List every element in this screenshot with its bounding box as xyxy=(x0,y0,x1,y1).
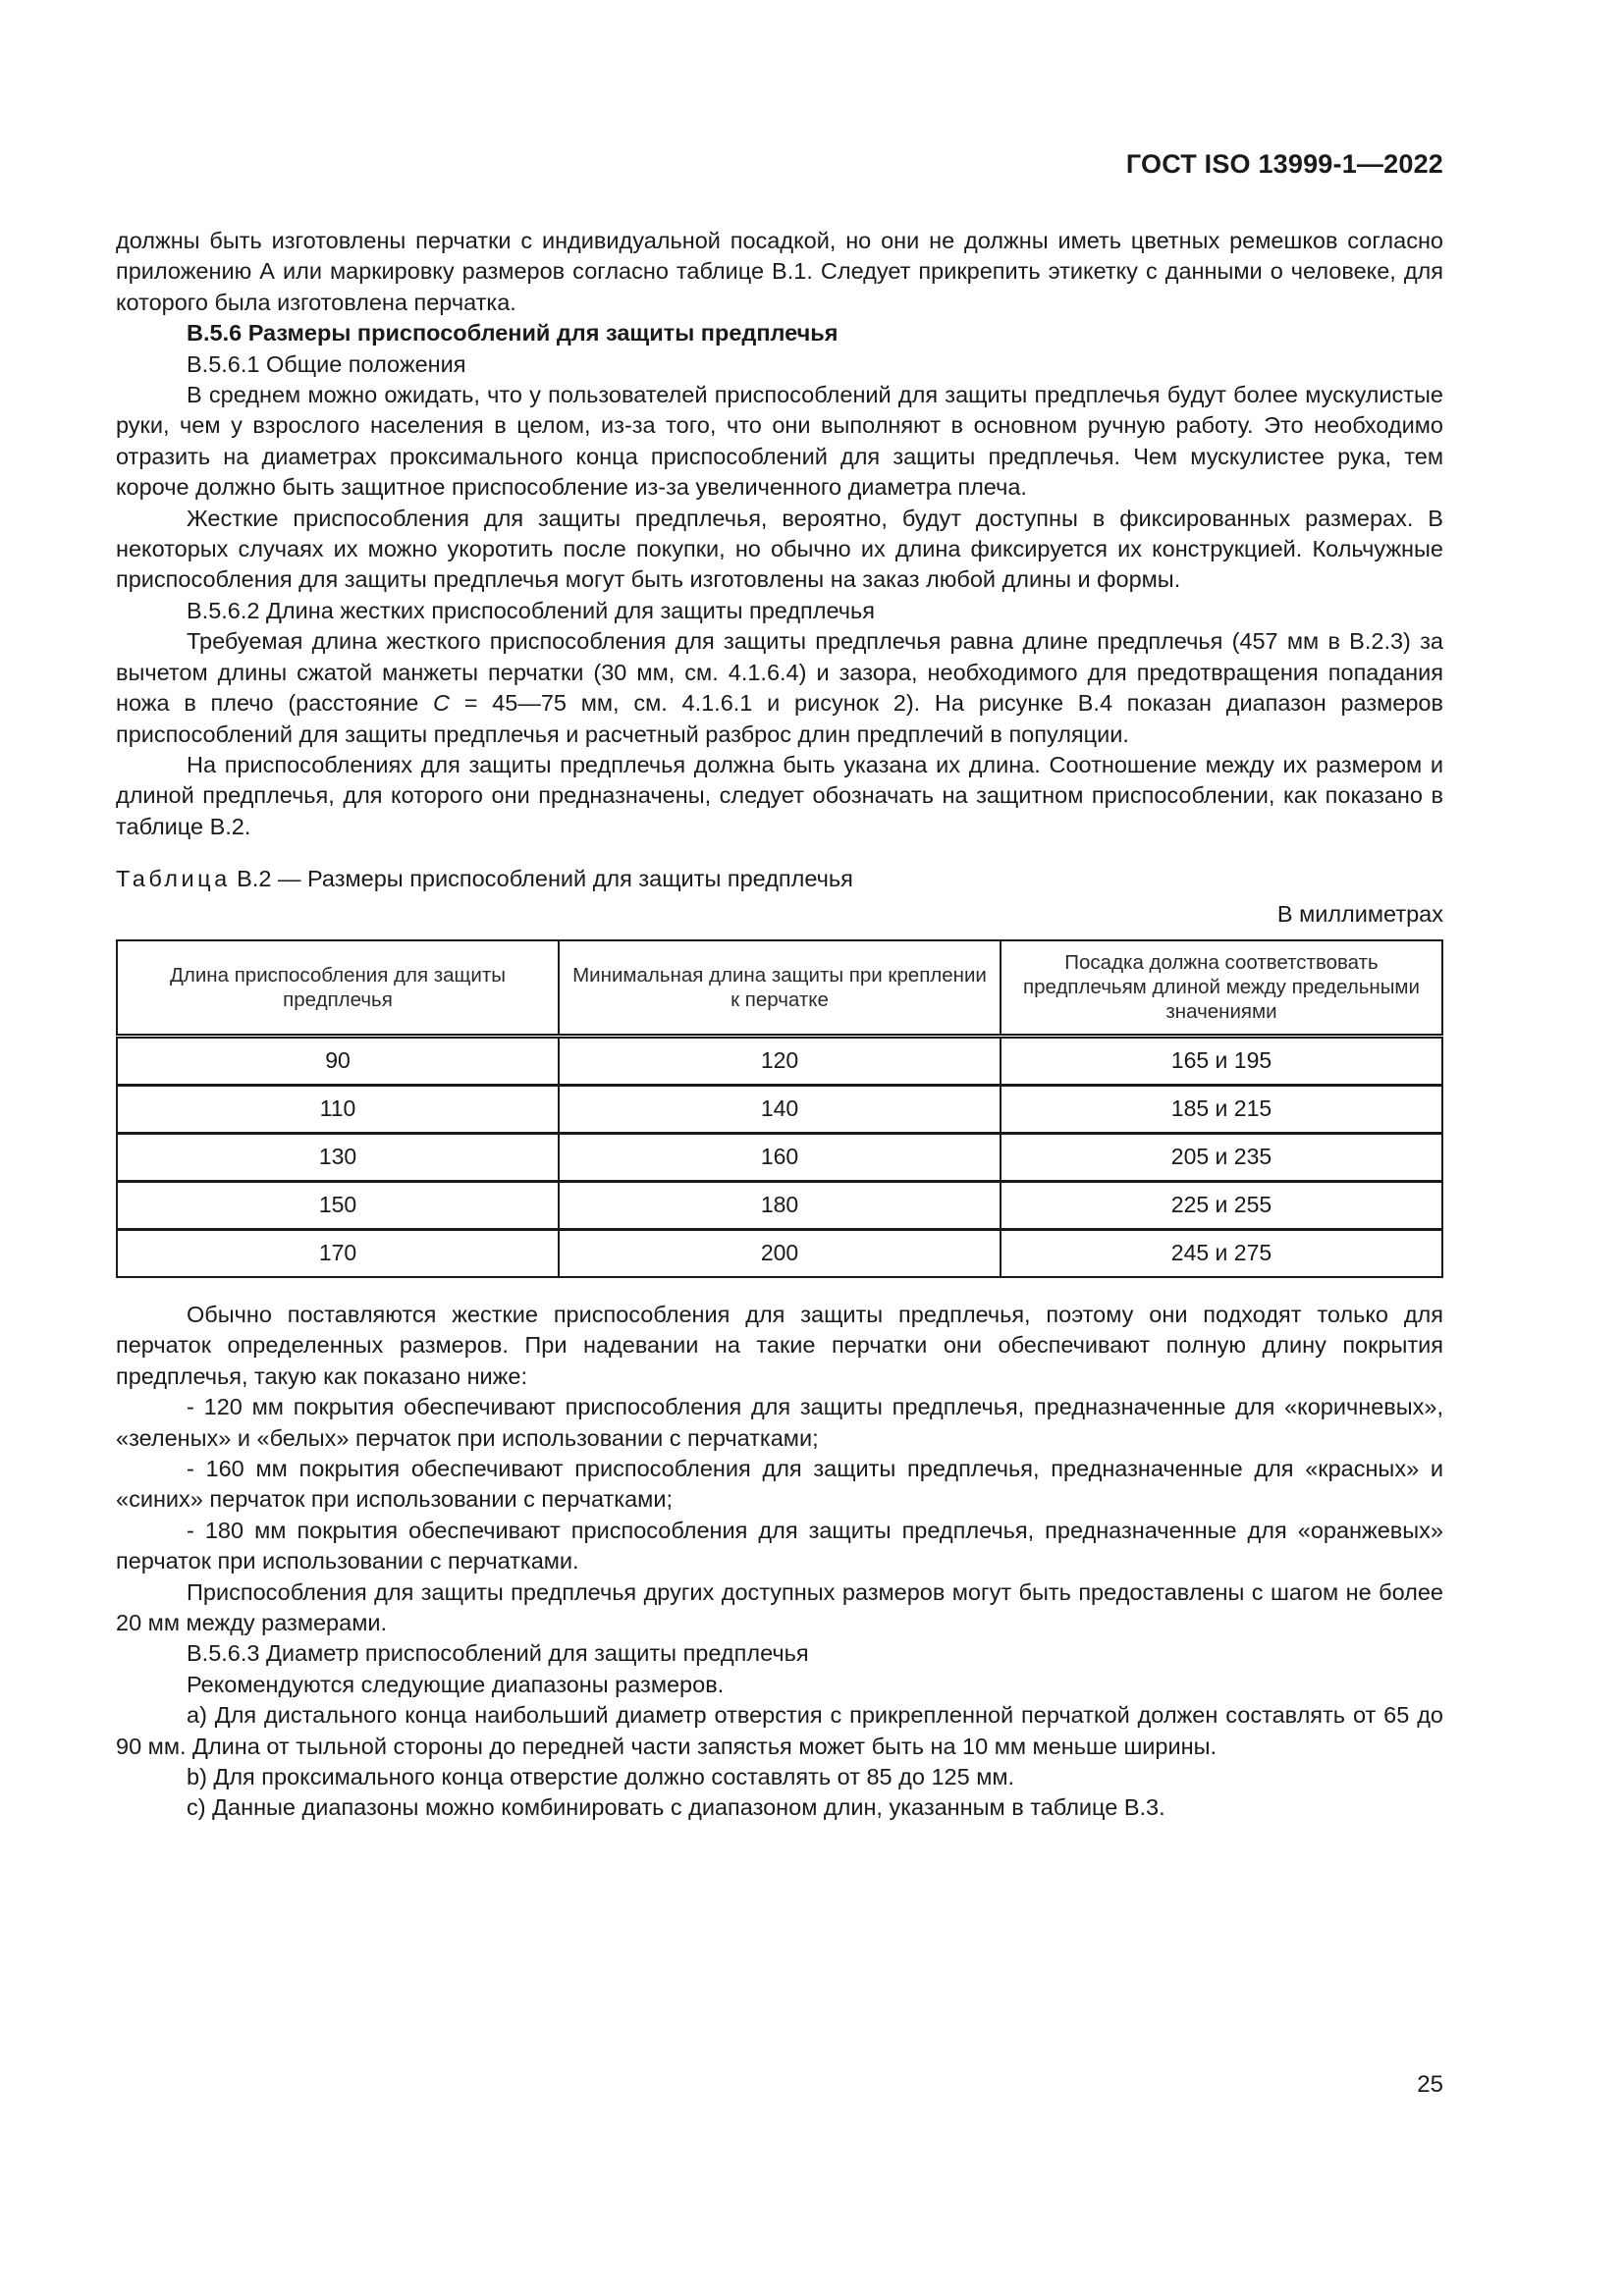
section-heading-b56: В.5.6 Размеры приспособлений для защиты предплечья xyxy=(187,320,839,347)
paragraph-recommended-ranges: Рекомендуются следующие диапазоны размеров. xyxy=(187,1671,725,1697)
table-row xyxy=(117,1229,1442,1277)
range-item-c-combine: c) Данные диапазоны можно комбинировать с диапазоном длин, указанным в таблице В.3. xyxy=(187,1794,1165,1821)
column-header-fit-range: Посадка должна соответствовать предплечьям длиной между предельными значениями xyxy=(1001,940,1442,1037)
table-row xyxy=(117,1181,1442,1229)
table-cell: 150 xyxy=(117,1181,559,1229)
coverage-list-item-160: - 160 мм покрытия обеспечивают приспособления для защиты предплечья, предназначенные для «красных» и «синих» перчаток при использовании с перчатками; xyxy=(116,1455,1443,1513)
table-cell: 140 xyxy=(559,1085,1001,1133)
forearm-guard-sizes-table xyxy=(116,939,1443,1278)
table-cell: 165 и 195 xyxy=(1001,1036,1442,1085)
subsection-heading-b562: В.5.6.2 Длина жестких приспособлений для защиты предплечья xyxy=(187,597,875,623)
variable-c: C xyxy=(433,690,450,717)
table-cell: 90 xyxy=(117,1036,559,1085)
column-header-guard-length: Длина приспособления для защиты предплечья xyxy=(117,940,559,1037)
table-cell: 110 xyxy=(117,1085,559,1133)
coverage-list-item-180: - 180 мм покрытия обеспечивают приспособления для защиты предплечья, предназначенные для «оранжевых» перчаток при использовании с перчатками. xyxy=(116,1517,1443,1575)
table-cell: 200 xyxy=(559,1229,1001,1277)
table-caption xyxy=(116,864,1443,894)
table-units: В миллиметрах xyxy=(1276,900,1443,927)
document-code-header: ГОСТ ISO 13999-1—2022 xyxy=(1125,149,1443,179)
document-page xyxy=(116,0,1443,2296)
paragraph-required-length xyxy=(116,626,1443,750)
table-header-row xyxy=(117,940,1442,1037)
subsection-heading-b561: В.5.6.1 Общие положения xyxy=(187,350,466,377)
subsection-heading-b563: В.5.6.3 Диаметр приспособлений для защиты предплечья xyxy=(187,1640,809,1667)
coverage-list-item-120: - 120 мм покрытия обеспечивают приспособления для защиты предплечья, предназначенные для «коричневых», «зеленых» и «белых» перчаток при использовании с перчатками; xyxy=(116,1394,1443,1451)
table-cell: 130 xyxy=(117,1133,559,1181)
range-item-b-proximal: b) Для проксимального конца отверстие должно составлять от 85 до 125 мм. xyxy=(187,1764,1015,1790)
body-text xyxy=(116,226,1443,1824)
table-row xyxy=(117,1133,1442,1181)
table-cell: 225 и 255 xyxy=(1001,1181,1442,1229)
paragraph-supplied-guards: Обычно поставляются жесткие приспособления для защиты предплечья, поэтому они подходят только для перчаток определенных размеров. При надевании на такие перчатки они обеспечивают полную длину покрытия предплечья, такую как показано ниже: xyxy=(116,1301,1443,1389)
paragraph-required-length-part-a: Требуемая длина жесткого приспособления для защиты предплечья равна длине предплечья (457 мм в В.2.3) за вычетом длины сжатой манжеты перчатки (30 мм, см. 4.1.6.4) и зазора, необходимого для предотвращения попадания ножа в плечо (расстояние xyxy=(116,628,1443,717)
table-cell: 180 xyxy=(559,1181,1001,1229)
table-cell: 170 xyxy=(117,1229,559,1277)
range-item-a-distal: а) Для дистального конца наибольший диаметр отверстия с прикрепленной перчаткой должен составлять от 65 до 90 мм. Длина от тыльной стороны до передней части запястья может быть на 10 мм меньше ширины. xyxy=(116,1702,1443,1759)
table-row xyxy=(117,1085,1442,1133)
table-cell: 185 и 215 xyxy=(1001,1085,1442,1133)
table-cell: 245 и 275 xyxy=(1001,1229,1442,1277)
page-number: 25 xyxy=(1417,2071,1443,2098)
paragraph-rigid-guards: Жесткие приспособления для защиты предплечья, вероятно, будут доступны в фиксированных размерах. В некоторых случаях их можно укоротить после покупки, но обычно их длина фиксируется их конструкцией. Кольчужные приспособления для защиты предплечья могут быть изготовлены на заказ любой длины и формы. xyxy=(116,505,1443,593)
paragraph-continuation: должны быть изготовлены перчатки с индивидуальной посадкой, но они не должны иметь цветных ремешков согласно приложению А или маркировку размеров согласно таблице В.1. Следует прикрепить этикетку с данными о человеке, для которого была изготовлена перчатка. xyxy=(116,228,1443,315)
table-cell: 205 и 235 xyxy=(1001,1133,1442,1181)
column-header-min-protection: Минимальная длина защиты при креплении к перчатке xyxy=(559,940,1001,1037)
paragraph-muscular-arms: В среднем можно ожидать, что у пользователей приспособлений для защиты предплечья будут более мускулистые руки, чем у взрослого населения в целом, из-за того, что они выполняют в основном ручную работу. Это необходимо отразить на диаметрах проксимального конца приспособлений для защиты предплечья. Чем мускулистее рука, тем короче должно быть защитное приспособление из-за увеличенного диаметра плеча. xyxy=(116,382,1443,501)
paragraph-required-length-part-b: = 45—75 мм, см. 4.1.6.1 и рисунок 2). На рисунке В.4 показан диапазон размеров приспособлений для защиты предплечья и расчетный разброс длин предплечий в популяции. xyxy=(116,690,1443,747)
table-row xyxy=(117,1036,1442,1085)
paragraph-marking: На приспособлениях для защиты предплечья должна быть указана их длина. Соотношение между их размером и длиной предплечья, для которого они предназначены, следует обозначать на защитном приспособлении, как показано в таблице В.2. xyxy=(116,751,1443,839)
table-cell: 120 xyxy=(559,1036,1001,1085)
paragraph-other-sizes: Приспособления для защиты предплечья других доступных размеров могут быть предоставлены с шагом не более 20 мм между размерами. xyxy=(116,1578,1443,1635)
table-cell: 160 xyxy=(559,1133,1001,1181)
table-caption-text: В.2 — Размеры приспособлений для защиты предплечья xyxy=(230,866,853,892)
table-caption-label: Таблица xyxy=(116,866,231,892)
